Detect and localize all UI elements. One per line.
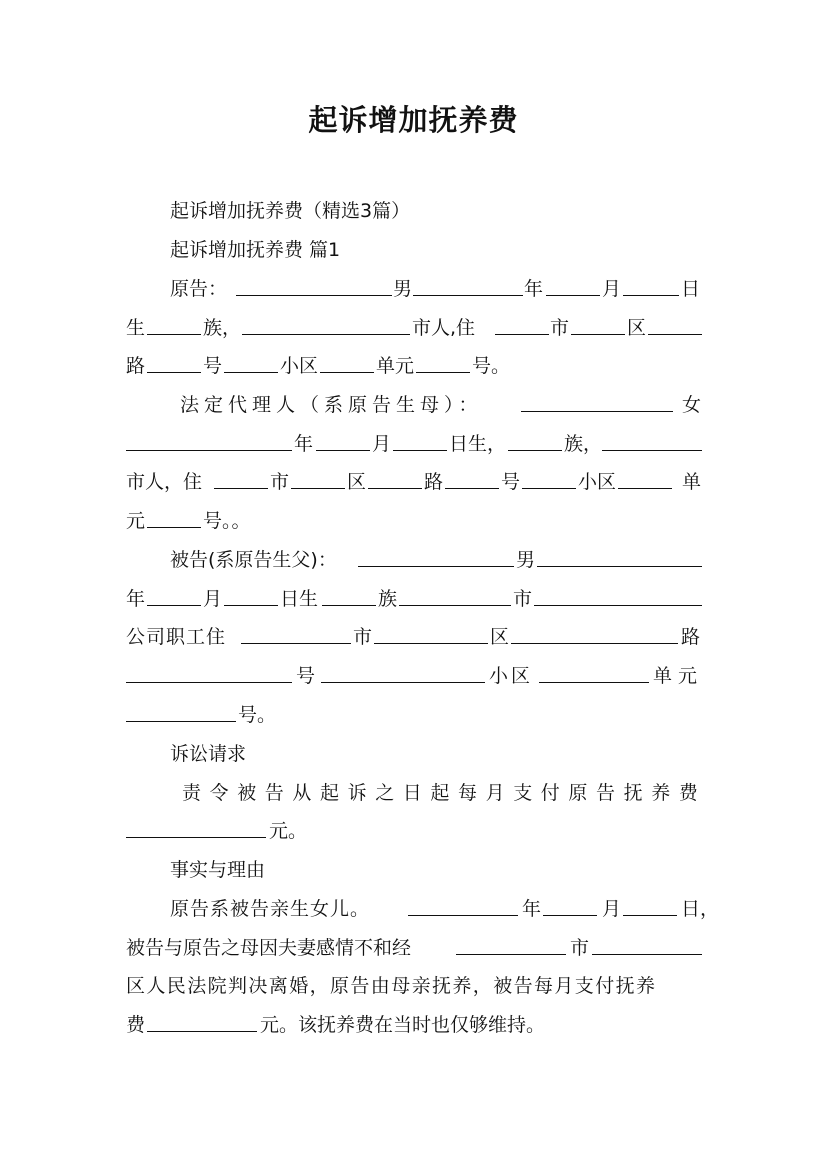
- facts-text-2: 被告与原告之母因夫妻感情不和经: [126, 937, 412, 959]
- defendant-unit-blank: [539, 682, 649, 683]
- document-title: 起诉增加抚养费: [308, 103, 519, 137]
- agent-complex-label: 小区: [578, 471, 617, 493]
- defendant-blank-1: [537, 566, 702, 567]
- defendant-month-blank: [147, 605, 201, 606]
- plaintiff-year-label: 年: [524, 278, 544, 300]
- claims-text: 责令被告从起诉之日起每月支付原告抚养费: [182, 782, 707, 804]
- agent-line-4: [126, 502, 702, 540]
- agent-label: 法定代理人（系原告生母）：: [180, 394, 483, 416]
- plaintiff-number-label: 号: [203, 355, 223, 377]
- agent-complex-blank: [522, 488, 576, 489]
- defendant-male-label: 男: [516, 549, 536, 571]
- defendant-line-4: [126, 657, 702, 695]
- defendant-line-1: [126, 541, 702, 579]
- claims-currency-end: 元。: [269, 820, 308, 842]
- facts-text-3: 区人民法院判决离婚，原告由母亲抚养，被告每月支付抚养: [126, 975, 657, 997]
- defendant-number-blank: [126, 682, 292, 683]
- agent-month-label: 月: [372, 433, 392, 455]
- plaintiff-name-blank: [236, 295, 392, 296]
- document-subtitle: [126, 192, 702, 230]
- claims-amount-blank: [126, 837, 266, 838]
- facts-line-2: [126, 929, 702, 967]
- plaintiff-city-blank: [495, 334, 549, 335]
- agent-city-label: 市: [270, 471, 290, 493]
- plaintiff-hometown-blank: [242, 334, 410, 335]
- facts-text-4: 元。该抚养费在当时也仅够维持。: [260, 1014, 546, 1036]
- plaintiff-room-blank: [416, 372, 470, 373]
- agent-unit-label: 单: [682, 471, 702, 493]
- plaintiff-city-person-label: 市人,住: [412, 317, 476, 339]
- defendant-ethnic-blank: [322, 605, 376, 606]
- claims-heading-text: 诉讼请求: [170, 743, 247, 765]
- plaintiff-ethnic-blank: [147, 334, 201, 335]
- section-heading: [126, 231, 702, 269]
- section-heading-text: 起诉增加抚养费 篇1: [170, 239, 341, 261]
- plaintiff-number-blank: [147, 372, 201, 373]
- facts-text-1: 原告系被告亲生女儿。: [170, 898, 371, 920]
- facts-city-blank: [456, 954, 566, 955]
- facts-day-blank: [623, 915, 677, 916]
- plaintiff-month-label: 月: [602, 278, 622, 300]
- facts-line-4: [126, 1006, 702, 1044]
- subtitle-text: 起诉增加抚养费（精选3篇）: [170, 200, 411, 222]
- plaintiff-number-end: 号。: [472, 355, 511, 377]
- agent-room-blank: [147, 527, 201, 528]
- plaintiff-unit-label: 单元: [376, 355, 415, 377]
- facts-fee-blank: [147, 1031, 257, 1032]
- agent-line-1: [126, 386, 702, 424]
- plaintiff-year-blank: [413, 295, 523, 296]
- plaintiff-city-label: 市: [550, 317, 570, 339]
- defendant-line-3: [126, 618, 702, 656]
- defendant-unit-label: 单元: [653, 665, 704, 687]
- defendant-ethnic-label: 族: [378, 588, 398, 610]
- agent-ethnic-label: 族，: [564, 433, 603, 455]
- facts-month-blank: [543, 915, 597, 916]
- facts-fee-label: 费: [126, 1014, 146, 1036]
- plaintiff-month-blank: [546, 295, 600, 296]
- facts-district-blank: [592, 954, 702, 955]
- facts-line-1: [126, 890, 720, 928]
- claims-line-1: [126, 774, 707, 812]
- facts-heading-text: 事实与理由: [170, 859, 266, 881]
- defendant-company-blank: [534, 605, 702, 606]
- plaintiff-label: 原告：: [170, 278, 228, 300]
- plaintiff-district-blank: [571, 334, 625, 335]
- defendant-name-blank: [358, 566, 514, 567]
- defendant-number-end: 号。: [238, 704, 277, 726]
- agent-birth-label: 日生，: [449, 433, 507, 455]
- defendant-day-blank: [224, 605, 278, 606]
- agent-district-label: 区: [347, 471, 367, 493]
- agent-unit-end: 元: [126, 510, 146, 532]
- defendant-company-label: 公司职工住: [126, 626, 227, 648]
- defendant-month-label: 月: [203, 588, 223, 610]
- plaintiff-complex-label: 小区: [280, 355, 319, 377]
- agent-year-blank: [126, 450, 292, 451]
- plaintiff-line-3: [126, 347, 702, 385]
- agent-road-label: 路: [424, 471, 444, 493]
- agent-line-2: [126, 425, 702, 463]
- plaintiff-road-label: 路: [126, 355, 146, 377]
- defendant-room-blank: [126, 721, 236, 722]
- claims-line-2: [126, 812, 702, 850]
- defendant-city-blank: [399, 605, 511, 606]
- plaintiff-line-1: [126, 270, 702, 308]
- agent-number-blank: [445, 488, 499, 489]
- defendant-district-label: 区: [490, 626, 510, 648]
- agent-city-blank: [214, 488, 268, 489]
- agent-line-3: [126, 463, 702, 501]
- plaintiff-day-blank: [623, 295, 679, 296]
- agent-city-person-label: 市人，住: [126, 471, 203, 493]
- agent-day-blank: [393, 450, 447, 451]
- defendant-line-2: [126, 580, 702, 618]
- facts-month-label: 月: [602, 898, 622, 920]
- defendant-birth-label: 日生: [280, 588, 319, 610]
- defendant-address-district-blank: [374, 643, 488, 644]
- plaintiff-day-label: 日: [681, 278, 701, 300]
- facts-day-label: 日，: [681, 898, 720, 920]
- defendant-road-label: 路: [681, 626, 701, 648]
- plaintiff-ethnic-label: 族，: [203, 317, 242, 339]
- plaintiff-born-label: 生: [126, 317, 146, 339]
- agent-female-label: 女: [682, 394, 702, 416]
- plaintiff-line-2: [126, 309, 702, 347]
- plaintiff-male-label: 男: [393, 278, 413, 300]
- defendant-number-label: 号: [296, 665, 316, 687]
- defendant-year-label: 年: [126, 588, 146, 610]
- agent-district-blank: [291, 488, 345, 489]
- agent-number-end: 号。。: [203, 510, 251, 532]
- defendant-address-city-blank: [241, 643, 351, 644]
- facts-line-3: [126, 967, 702, 1005]
- agent-name-blank: [521, 411, 673, 412]
- plaintiff-complex-blank: [224, 372, 278, 373]
- plaintiff-unit-blank: [320, 372, 374, 373]
- agent-year-label: 年: [294, 433, 314, 455]
- plaintiff-district-label: 区: [627, 317, 647, 339]
- agent-hometown-blank: [602, 450, 702, 451]
- agent-ethnic-blank: [508, 450, 562, 451]
- defendant-label: 被告(系原告生父)：: [170, 549, 337, 571]
- facts-city-label: 市: [570, 937, 590, 959]
- defendant-road-blank: [511, 643, 678, 644]
- defendant-complex-blank: [321, 682, 485, 683]
- agent-unit-blank: [618, 488, 672, 489]
- facts-year-blank: [408, 915, 518, 916]
- agent-number-label: 号: [501, 471, 521, 493]
- defendant-line-5: [126, 696, 702, 734]
- facts-heading: [126, 851, 702, 889]
- defendant-address-city-label: 市: [353, 626, 373, 648]
- plaintiff-road-blank: [648, 334, 702, 335]
- defendant-city-label: 市: [513, 588, 533, 610]
- facts-year-label: 年: [522, 898, 542, 920]
- defendant-complex-label: 小区: [489, 665, 534, 687]
- agent-road-blank: [368, 488, 422, 489]
- agent-month-blank: [316, 450, 370, 451]
- claims-heading: [126, 735, 702, 773]
